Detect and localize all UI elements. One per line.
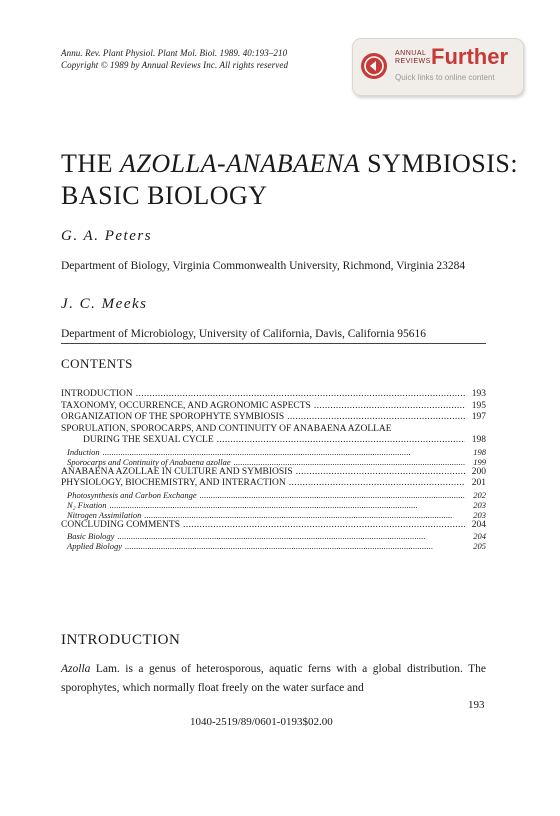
badge-reviews-text: REVIEWS <box>395 58 431 65</box>
badge-annual-text: ANNUAL <box>395 50 427 57</box>
toc-row[interactable] <box>61 500 486 510</box>
toc-label: ORGANIZATION OF THE SPOROPHYTE SYMBIOSIS <box>61 412 285 422</box>
toc-page: 199 <box>473 456 486 467</box>
toc-page: 201 <box>471 478 486 488</box>
section-heading: INTRODUCTION <box>61 632 181 648</box>
section-divider <box>61 343 486 344</box>
toc-page: 197 <box>471 412 486 422</box>
toc-label: Photosynthesis and Carbon Exchange <box>67 489 197 500</box>
toc-label: Induction <box>67 446 100 457</box>
table-of-contents <box>61 389 486 551</box>
further-badge[interactable] <box>352 38 524 96</box>
toc-page: 204 <box>473 531 486 541</box>
journal-reference <box>61 47 288 71</box>
toc-label: Nitrogen Assimilation <box>67 509 142 520</box>
paragraph-text: Lam. is a genus of heterosporous, aquatic ferns with a global distribution. The sporophytes, which normally float freely on the water surface and <box>61 663 486 694</box>
genus-name: Azolla <box>61 663 91 675</box>
toc-row[interactable] <box>61 457 486 467</box>
contents-heading: CONTENTS <box>61 356 133 371</box>
author-affiliation: Department of Microbiology, University of California, Davis, California 95616 <box>61 328 426 340</box>
title-line1-post: SYMBIOSIS: <box>360 149 519 178</box>
toc-row[interactable] <box>61 389 486 401</box>
badge-quick-links[interactable]: Quick links to online content <box>395 73 495 82</box>
toc-label: Sporocarps and Continuity of Anabaena azollae <box>67 456 231 467</box>
author-name: J. C. Meeks <box>61 296 148 312</box>
toc-row[interactable] <box>61 424 486 436</box>
toc-row[interactable] <box>61 467 486 479</box>
left-arrow-circle-icon <box>361 53 387 79</box>
toc-label: Applied Biology <box>67 541 123 551</box>
author-affiliation: Department of Biology, Virginia Commonwealth University, Richmond, Virginia 23284 <box>61 260 466 272</box>
toc-label: Basic Biology <box>67 531 115 541</box>
copyright-line: Copyright © 1989 by Annual Reviews Inc. All rights reserved <box>61 60 289 70</box>
article-title <box>61 148 521 212</box>
toc-page: 198 <box>471 435 486 445</box>
toc-row[interactable] <box>61 541 486 551</box>
toc-row[interactable] <box>61 510 486 520</box>
toc-label: TAXONOMY, OCCURRENCE, AND AGRONOMIC ASPECTS <box>61 400 311 411</box>
toc-page: 203 <box>473 499 486 510</box>
page-number: 193 <box>468 699 485 711</box>
toc-label: N₂ Fixation <box>67 499 107 510</box>
toc-row[interactable] <box>61 478 486 490</box>
toc-page: 200 <box>471 466 486 477</box>
toc-label: INTRODUCTION <box>61 389 133 399</box>
publication-code: 1040-2519/89/0601-0193$02.00 <box>190 716 333 728</box>
journal-citation: Annu. Rev. Plant Physiol. Plant Mol. Biol. 1989. 40:193–210 <box>61 48 288 58</box>
toc-row[interactable] <box>61 531 486 541</box>
toc-row[interactable] <box>61 490 486 500</box>
toc-row[interactable] <box>61 520 486 532</box>
toc-row[interactable] <box>61 412 486 424</box>
toc-label: ANABAENA AZOLLAE IN CULTURE AND SYMBIOSIS <box>61 466 293 477</box>
toc-label: CONCLUDING COMMENTS <box>61 519 181 530</box>
toc-page: 205 <box>473 541 486 551</box>
toc-page: 204 <box>471 519 486 530</box>
toc-page: 193 <box>471 389 486 399</box>
title-line1-pre: THE <box>61 149 121 178</box>
toc-row[interactable] <box>61 401 486 413</box>
title-line2: BASIC BIOLOGY <box>61 181 268 210</box>
toc-page: 203 <box>473 509 486 520</box>
toc-label: SPORULATION, SPOROCARPS, AND CONTINUITY OF ANABAENA AZOLLAE <box>61 423 392 434</box>
toc-row[interactable] <box>61 447 486 457</box>
toc-page: 198 <box>473 446 486 457</box>
toc-label: DURING THE SEXUAL CYCLE <box>83 435 214 445</box>
title-line1-italic: AZOLLA-ANABAENA <box>120 149 361 178</box>
toc-row[interactable] <box>61 435 486 447</box>
toc-label: PHYSIOLOGY, BIOCHEMISTRY, AND INTERACTION <box>61 478 286 488</box>
intro-paragraph <box>61 660 486 698</box>
badge-further-text: Further <box>431 44 508 69</box>
toc-page: 202 <box>473 489 486 500</box>
toc-page: 195 <box>471 400 486 411</box>
author-name: G. A. Peters <box>61 228 153 244</box>
